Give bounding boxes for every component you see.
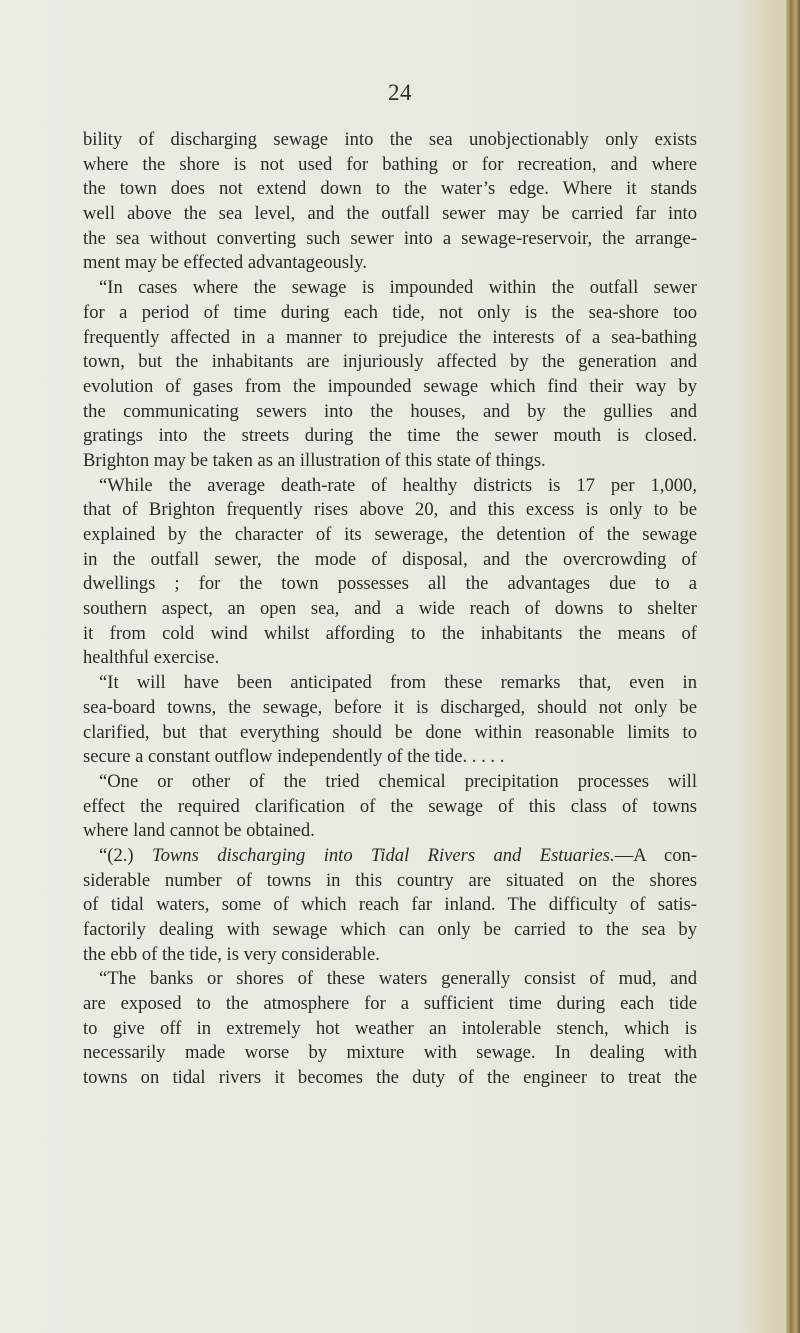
page-number: 24 xyxy=(388,80,412,105)
text-line: secure a constant outflow independently of the tide. . . . . xyxy=(83,746,505,768)
section-prefix: “(2.) xyxy=(99,844,134,866)
text-line: frequently affected in a manner to prejudice the interests of a sea-bathing xyxy=(83,326,697,348)
text-line: effect the required clarification of the sewage of this class of towns xyxy=(83,795,697,817)
text-line: the communicating sewers into the houses, and by the gullies and xyxy=(83,400,697,422)
text-line: it from cold wind whilst affording to the inhabitants the means of xyxy=(83,622,697,644)
page-edge xyxy=(786,0,800,1333)
text-line: southern aspect, an open sea, and a wide reach of downs to shelter xyxy=(83,598,697,620)
text-line: of tidal waters, some of which reach far inland. The difficulty of satis- xyxy=(83,894,697,916)
text-line: to give off in extremely hot weather an intolerable stench, which is xyxy=(83,1017,697,1039)
text-line: healthful exercise. xyxy=(83,647,220,669)
text-line: town, but the inhabitants are injuriously affected by the generation and xyxy=(83,351,697,373)
text-line: clarified, but that everything should be done within reasonable limits to xyxy=(83,721,697,743)
text-line: “One or other of the tried chemical precipitation processes will xyxy=(99,770,697,792)
text-line: “In cases where the sewage is impounded within the outfall sewer xyxy=(99,277,697,299)
text-line: necessarily made worse by mixture with sewage. In dealing with xyxy=(83,1042,697,1064)
text-line: the ebb of the tide, is very considerable. xyxy=(83,943,380,965)
text-line: for a period of time during each tide, not only is the sea-shore too xyxy=(83,301,697,323)
text-line: Brighton may be taken as an illustration of this state of things. xyxy=(83,449,546,471)
text-line: where land cannot be obtained. xyxy=(83,820,315,842)
text-line: ment may be effected advantageously. xyxy=(83,252,367,274)
text-line: bility of discharging sewage into the sea unobjectionably only exists xyxy=(83,129,697,150)
text-line: explained by the character of its sewerage, the detention of the sewage xyxy=(83,524,697,545)
text-line: factorily dealing with sewage which can only be carried to the sea by xyxy=(83,919,697,940)
text-line: sea-board towns, the sewage, before it is discharged, should not only be xyxy=(83,696,697,718)
text-line: where the shore is not used for bathing or for recreation, and where xyxy=(83,153,697,175)
text-line: dwellings ; for the town possesses all the advantages due to a xyxy=(83,573,697,595)
text-line: towns on tidal rivers it becomes the duty of the engineer to treat the xyxy=(83,1067,697,1089)
text-line: siderable number of towns in this country are situated on the shores xyxy=(83,869,697,891)
text-line: the town does not extend down to the water’s edge. Where it stands xyxy=(83,178,697,200)
text-line: evolution of gases from the impounded sewage which find their way by xyxy=(83,375,697,397)
text-line: “While the average death-rate of healthy districts is 17 per 1,000, xyxy=(99,474,697,496)
section-heading-line xyxy=(83,844,697,869)
section-title: Towns discharging into Tidal Rivers and Estuaries. xyxy=(151,844,615,866)
body-text xyxy=(83,128,697,1091)
section-rest: —A con- xyxy=(614,844,698,866)
text-line: that of Brighton frequently rises above 20, and this excess is only to be xyxy=(83,499,697,521)
text-line: in the outfall sewer, the mode of disposal, and the overcrowding of xyxy=(83,548,697,570)
text-line: are exposed to the atmosphere for a sufficient time during each tide xyxy=(83,993,697,1015)
text-line: “The banks or shores of these waters generally consist of mud, and xyxy=(99,968,697,990)
text-line: “It will have been anticipated from these remarks that, even in xyxy=(99,672,697,694)
text-line: the sea without converting such sewer into a sewage-reservoir, the arrange- xyxy=(83,227,697,249)
text-line: gratings into the streets during the time the sewer mouth is closed. xyxy=(83,425,697,447)
text-line: well above the sea level, and the outfall sewer may be carried far into xyxy=(83,203,697,225)
